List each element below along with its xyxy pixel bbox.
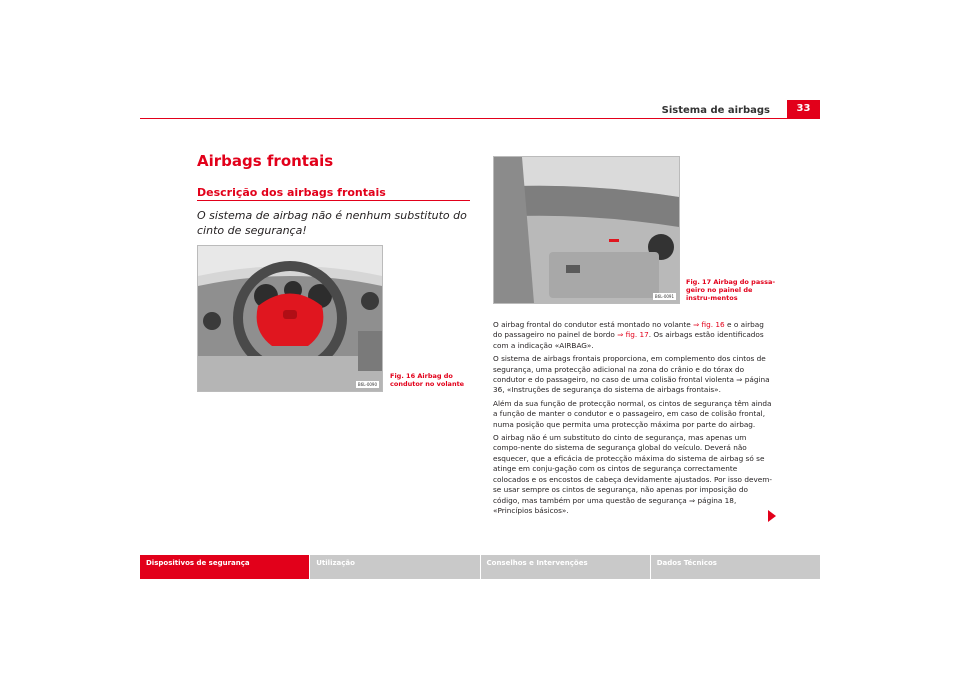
footer-tab-utilizacao[interactable]: Utilização — [310, 555, 480, 579]
page-number: 33 — [787, 100, 820, 118]
steering-wheel-illustration — [198, 246, 382, 391]
figure-16-caption: Fig. 16 Airbag do condutor no volante — [390, 372, 465, 388]
paragraph-2: O sistema de airbags frontais proporciona, em complemento dos cintos de segurança, uma protecção adicional na zona do crânio e do tórax do condutor e do passageiro, no caso de uma colisão frontal violenta ⇒ página 36, «Instruções de segurança do sistema de airbags frontais». — [493, 354, 770, 395]
next-page-arrow-icon[interactable] — [768, 510, 776, 522]
text-run: . Os airbags estão identificados com a indicação «AIRBAG». — [493, 330, 764, 350]
figure-17-passenger-dashboard — [493, 156, 680, 304]
sub-title: Descrição dos airbags frontais — [197, 186, 386, 199]
figure-code: B6L-0091 — [654, 294, 674, 299]
paragraph-4: O airbag não é um substituto do cinto de segurança, mas apenas um compo-nente do sistema de segurança global do veículo. Deverá não esquecer, que a eficácia de protecção máxima do sistema de airbag só se atinge em conju-gação com os cintos de segurança correctamente colocados e os encostos de cabeça devidamente ajustados. Por isso devem-se usar sempre os cintos de segurança, não apenas por imposição do código, mas também por uma questão de segurança ⇒ página 18, «Princípios básicos». — [493, 433, 773, 515]
body-text — [493, 320, 773, 519]
paragraph-3: Além da sua função de protecção normal, os cintos de segurança têm ainda a função de manter o condutor e o passageiro, em caso de colisão frontal, numa posição que permita uma protecção máxima por parte do airbag. — [493, 398, 772, 429]
dashboard-illustration — [494, 157, 679, 303]
fig-17-link[interactable]: ⇒ fig. 17 — [617, 330, 649, 340]
figure-code: B6L-0090 — [357, 382, 377, 387]
paragraph-1 — [493, 320, 773, 351]
text-run: O airbag frontal do condutor está montado no volante — [493, 320, 694, 329]
section-title: Airbags frontais — [197, 152, 334, 170]
intro-text: O sistema de airbag não é nenhum substituto do cinto de segurança! — [197, 209, 467, 237]
sub-title-rule — [197, 200, 470, 201]
text-run: e o airbag do passageiro no painel de bordo — [493, 320, 764, 340]
fig-16-link[interactable]: ⇒ fig. 16 — [693, 320, 725, 329]
footer-nav — [140, 555, 820, 579]
footer-tab-conselhos[interactable]: Conselhos e Intervenções — [481, 555, 651, 579]
footer-tab-dados[interactable]: Dados Técnicos — [656, 559, 717, 567]
footer-tab-dispositivos[interactable]: Dispositivos de segurança — [140, 555, 310, 579]
figure-17-caption: Fig. 17 Airbag do passa-geiro no painel de instru-mentos — [686, 278, 776, 302]
figure-16-steering-wheel — [197, 245, 383, 392]
running-header: Sistema de airbags — [661, 105, 770, 116]
header-rule — [140, 118, 820, 119]
